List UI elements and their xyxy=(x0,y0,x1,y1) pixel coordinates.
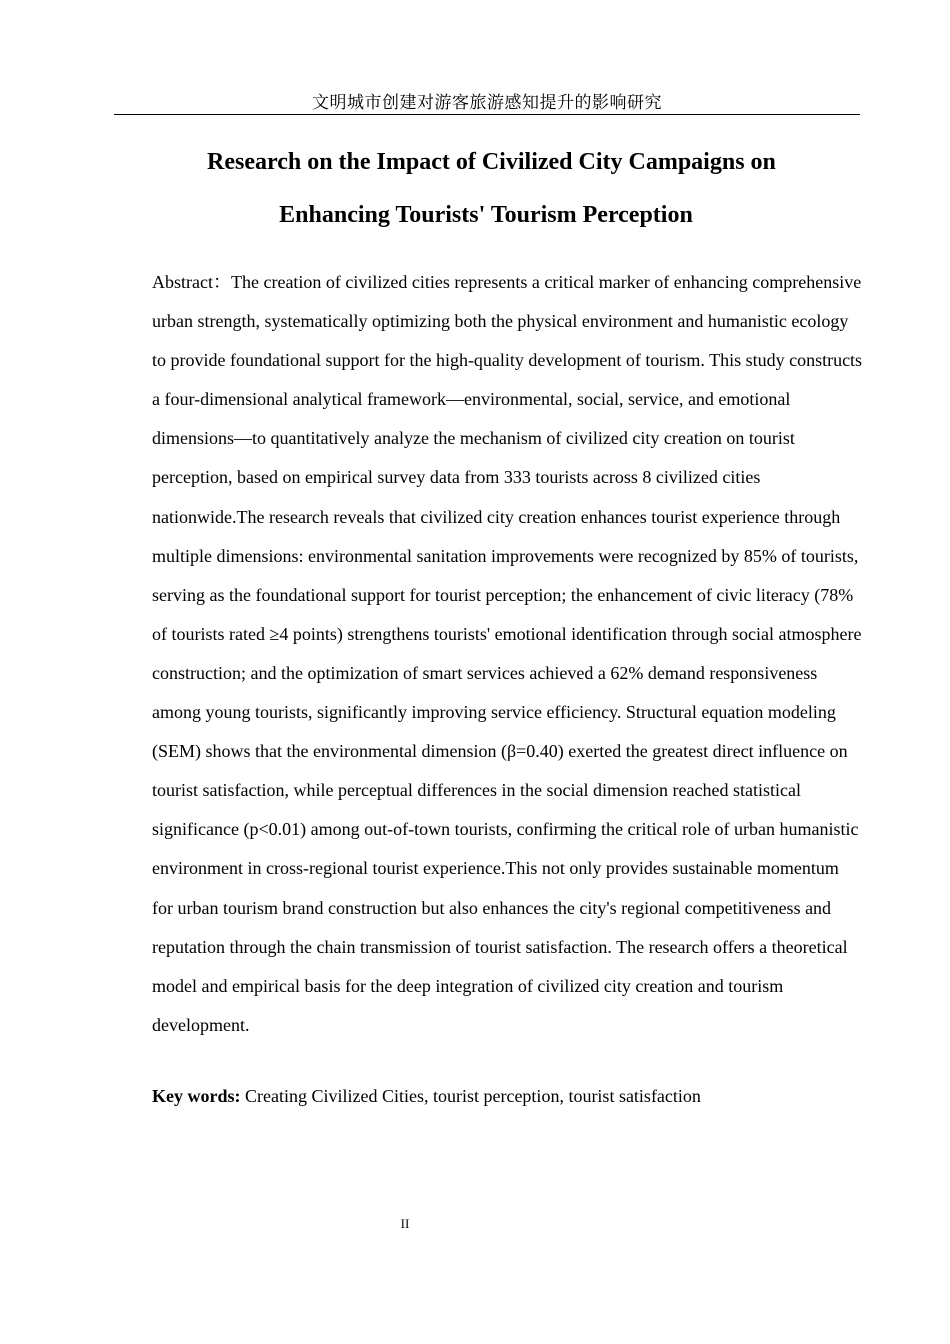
page-number: II xyxy=(400,1216,410,1231)
header-rule xyxy=(114,114,860,115)
abstract-label: Abstract： xyxy=(152,272,231,292)
title-line-2: Enhancing Tourists' Tourism Perception xyxy=(279,202,693,228)
abstract-paragraph xyxy=(152,263,864,1045)
keywords-text: Creating Civilized Cities, tourist perception, tourist satisfaction xyxy=(240,1086,701,1106)
title-line-1: Research on the Impact of Civilized City Campaigns on xyxy=(207,149,776,175)
keywords-label: Key words: xyxy=(152,1086,241,1106)
abstract-text: The creation of civilized cities represents a critical marker of enhancing comprehensive urban strength, systematically optimizing both the physical environment and humanistic ecology to provide foundational support for the high-quality development of tourism. This study constructs a four-dimensional analytical framework—environmental, social, service, and emotional dimensions—to quantitatively analyze the mechanism of civilized city creation on tourist perception, based on empirical survey data from 333 tourists across 8 civilized cities nationwide.The research reveals that civilized city creation enhances tourist experience through multiple dimensions: environmental sanitation improvements were recognized by 85% of tourists, serving as the foundational support for tourist perception; the enhancement of civic literacy (78% of tourists rated ≥4 points) strengthens tourists' emotional identification through social atmosphere construction; and the optimization of smart services achieved a 62% demand responsiveness among young tourists, significantly improving service efficiency. Structural equation modeling (SEM) shows that the environmental dimension (β=0.40) exerted the greatest direct influence on tourist satisfaction, while perceptual differences in the social dimension reached statistical significance (p<0.01) among out-of-town tourists, confirming the critical role of urban humanistic environment in cross-regional tourist experience.This not only provides sustainable momentum for urban tourism brand construction but also enhances the city's regional competitiveness and reputation through the chain transmission of tourist satisfaction. The research offers a theoretical model and empirical basis for the deep integration of civilized city creation and tourism development. xyxy=(152,272,863,1035)
keywords-line xyxy=(152,1082,864,1110)
running-header: 文明城市创建对游客旅游感知提升的影响研究 xyxy=(312,93,662,113)
